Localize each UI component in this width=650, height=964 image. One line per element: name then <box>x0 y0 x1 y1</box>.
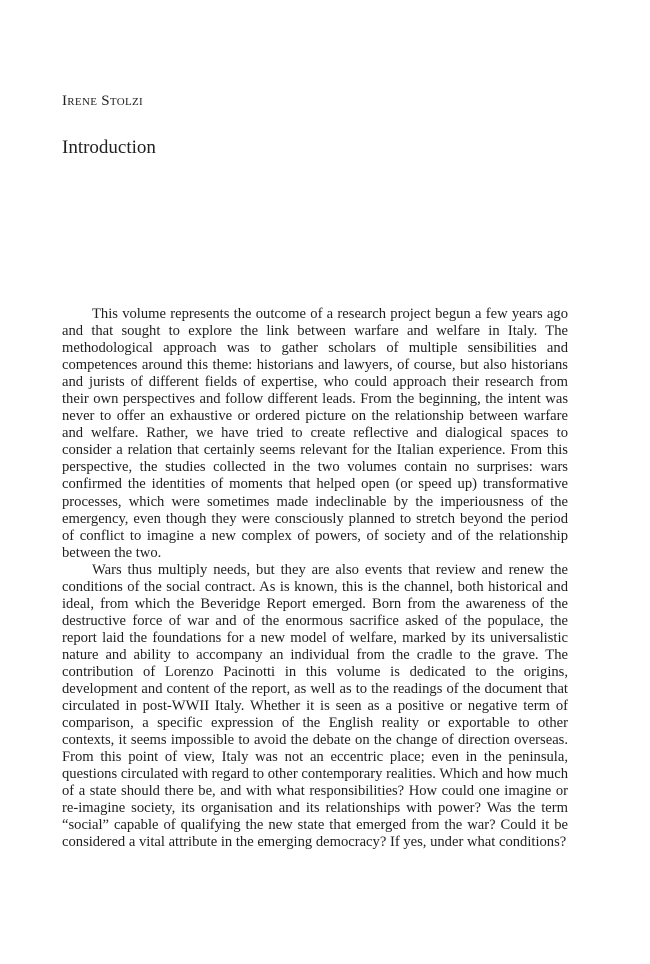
author-name: Irene Stolzi <box>62 93 143 109</box>
chapter-title: Introduction <box>62 137 156 158</box>
paragraph: This volume represents the outcome of a research project begun a few years ago and that sought to explore the link between warfare and welfare in Italy. The methodological approach was to gather scholars of multiple sensibilities and competences around this theme: historians and lawyers, of course, but also historians and jurists of different fields of expertise, who could approach their research from their own perspectives and follow different leads. From the beginning, the intent was never to offer an exhaustive or ordered picture on the relationship between warfare and welfare. Rather, we have tried to create reflective and dialogical spaces to consider a relation that certainly seems relevant for the Italian experience. From this perspective, the studies collected in the two volumes contain no surprises: wars confirmed the identities of moments that helped open (or speed up) transformative processes, which were sometimes made indeclinable by the imperiousness of the emergency, even though they were consciously planned to stretch beyond the period of conflict to imagine a new complex of powers, of society and of the relationship between the two. <box>62 306 568 561</box>
body-text <box>62 306 568 852</box>
paragraph: Wars thus multiply needs, but they are also events that review and renew the conditions of the social contract. As is known, this is the channel, both historical and ideal, from which the Beveridge Report emerged. Born from the awareness of the destructive force of war and of the enormous sacrifice asked of the populace, the report laid the foundations for a new model of welfare, marked by its universalistic nature and ability to accompany an individual from the cradle to the grave. The contribution of Lorenzo Pacinotti in this volume is dedicated to the origins, development and content of the report, as well as to the readings of the document that circulated in post-WWII Italy. Whether it is seen as a positive or negative term of comparison, a specific expression of the English reality or exportable to other contexts, it seems impossible to avoid the debate on the change of direction overseas. From this point of view, Italy was not an eccentric place; even in the peninsula, questions circulated with regard to other contemporary realities. Which and how much of a state should there be, and with what responsibilities? How could one imagine or re-imagine society, its organisation and its relationships with power? Was the term “social” capable of qualifying the new state that emerged from the war? Could it be considered a vital attribute in the emerging democracy? If yes, under what conditions? <box>62 561 568 851</box>
